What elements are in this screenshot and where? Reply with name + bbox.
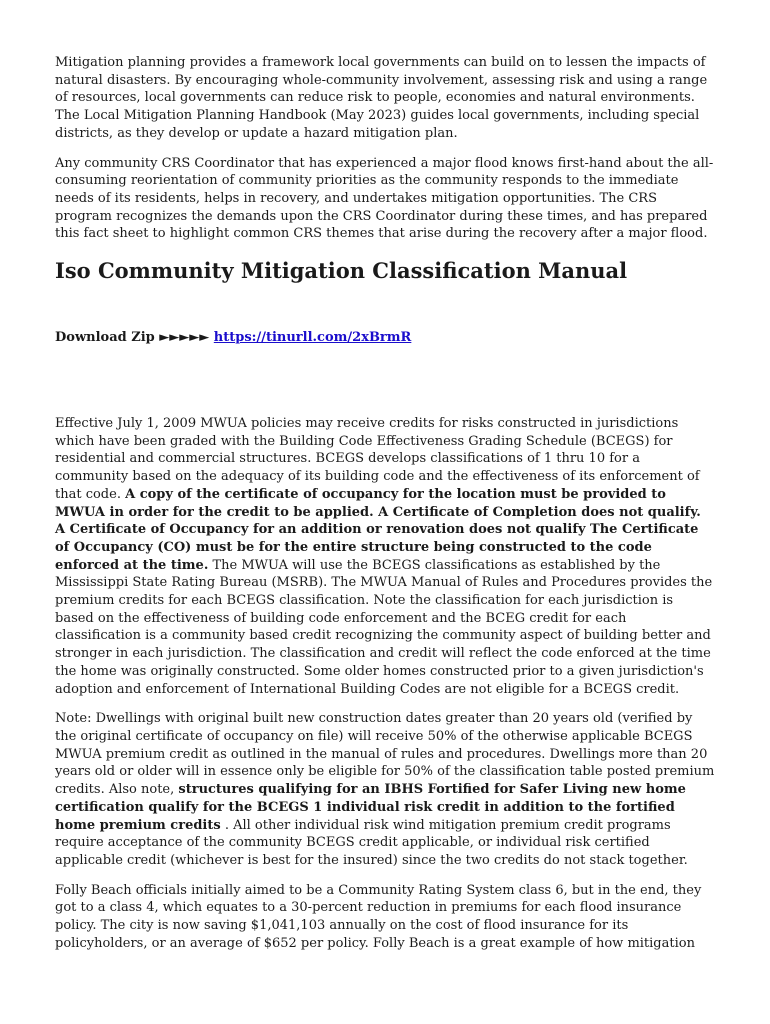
intro-paragraph-1: Mitigation planning provides a framework local governments can build on to lessen the impacts of natural disasters. By encouraging whole-community involvement, assessing risk and using a range of resources, local governments can reduce risk to people, economies and natural environments. The Local Mitigation Planning Handbook (May 2023) guides local governments, including special districts, as they develop or update a hazard mitigation plan. — [55, 55, 708, 141]
bcegs-text-end: The MWUA will use the BCEGS classifications as established by the Mississippi State Rating Bureau (MSRB). The MWUA Manual of Rules and Procedures provides the premium credits for each BCEGS classification. Note the classification for each jurisdiction is based on the effectiveness of building code enforcement and the BCEG credit for each classification is a community based credit recognizing the community aspect of building better and stronger in each jurisdiction. The classification and credit will reflect the code enforced at the time the home was originally constructed. Some older homes constructed prior to a given jurisdiction's adoption and enforcement of International Building Codes are not eligible for a BCEGS credit. — [55, 557, 713, 697]
note-text-end: . All other individual risk wind mitigation premium credit programs require acceptance of the community BCEGS credit applicable, or individual risk certified applicable credit (whichever is best for the insured) since the two credits do not stack together. — [55, 817, 688, 868]
page-title: Iso Community Mitigation Classification Manual — [55, 258, 628, 284]
title-block — [55, 257, 715, 285]
download-line — [55, 329, 715, 347]
bcegs-bold-requirement: A copy of the certificate of occupancy for the location must be provided to MWUA in order for the credit to be applied. A Certificate of Completion does not qualify. A Certificate of Occupancy for an addition or renovation does not qualify The Certificate of Occupancy (CO) must be for the entire structure being constructed to the code enforced at the time. — [55, 486, 701, 573]
note-paragraph — [55, 710, 715, 869]
intro-paragraph-2: Any community CRS Coordinator that has experienced a major flood knows first-hand about the all-consuming reorientation of community priorities as the community responds to the immediate needs of its residents, helps in recovery, and undertakes mitigation opportunities. The CRS program recognizes the demands upon the CRS Coordinator during these times, and has prepared this fact sheet to highlight common CRS themes that arise during the recovery after a major flood. — [55, 155, 714, 242]
note-bold-fortified: structures qualifying for an IBHS Fortified for Safer Living new home certification qualify for the BCEGS 1 individual risk credit in addition to the fortified home premium credits — [55, 782, 686, 833]
download-link[interactable]: https://tinurll.com/2xBrmR — [213, 330, 412, 346]
download-label: Download Zip ►►►►► — [55, 330, 214, 346]
bcegs-text-start: Effective July 1, 2009 MWUA policies may receive credits for risks constructed in jurisdictions which have been graded with the Building Code Effectiveness Grading Schedule (BCEGS) for residential and commercial structures. BCEGS develops classifications of 1 thru 10 for a community based on the adequacy of its building code and the effectiveness of its enforcement of that code. — [55, 416, 700, 502]
bcegs-paragraph — [55, 415, 715, 698]
note-text-start: Note: Dwellings with original built new construction dates greater than 20 years old (verified by the original certificate of occupancy on file) will receive 50% of the otherwise applicable BCEGS MWUA premium credit as outlined in the manual of rules and procedures. Dwellings more than 20 years old or older will in essence only be eligible for 50% of the classification table posted premium credits. Also note, — [55, 711, 715, 798]
document-page — [55, 54, 715, 964]
folly-beach-paragraph: Folly Beach officials initially aimed to be a Community Rating System class 6, but in the end, they got to a class 4, which equates to a 30-percent reduction in premiums for each flood insurance policy. The city is now saving $1,041,103 annually on the cost of flood insurance for its policyholders, or an average of $652 per policy. Folly Beach is a great example of how mitigation — [55, 882, 702, 951]
